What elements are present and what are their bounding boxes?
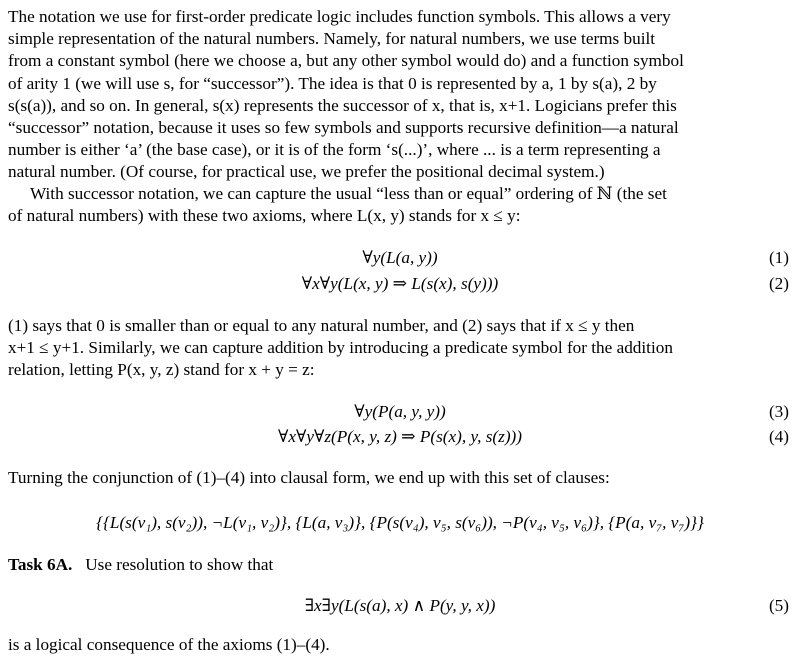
intro-line-1: The notation we use for first-order predicate logic includes function symbols. This allows a very [8, 7, 671, 26]
equation-1 [0, 246, 800, 270]
equation-4-number: (4) [768, 427, 789, 446]
task-label: Task 6A. [8, 555, 73, 574]
clause-set-formula: {{L(s(v₁), s(v₂)), ¬L(v₁, v₂)}, {L(a, v₃)}, {P(s(v₄), v₅, s(v₆)), ¬P(v₄, v₅, v₆)}, {P(a, v₇, v₇)}} [96, 513, 704, 532]
task-text: Use resolution to show that [85, 555, 274, 574]
equation-5-number: (5) [768, 596, 789, 615]
ordering-line-1: With successor notation, we can capture the usual “less than or equal” ordering of ℕ (the set [30, 184, 667, 203]
intro-line-6: “successor” notation, because it uses so few symbols and supports recursive definition—a natural [8, 118, 679, 138]
intro-line-2: simple representation of the natural numbers. Namely, for natural numbers, we use terms built [8, 29, 656, 49]
equation-5-formula: ∃x∃y(L(s(a), x) ∧ P(y, y, x)) [304, 596, 496, 615]
equation-3-formula: ∀y(P(a, y, y)) [354, 402, 446, 421]
intro-paragraph [8, 6, 789, 184]
addition-line-3: relation, letting P(x, y, z) stand for x + y = z: [8, 360, 315, 380]
equation-1-formula: ∀y(L(a, y)) [362, 248, 438, 267]
intro-line-8: natural number. (Of course, for practical use, we prefer the positional decimal system.) [8, 162, 605, 182]
intro-line-3: from a constant symbol (here we choose a, but any other symbol would do) and a function symbol [8, 51, 684, 71]
addition-paragraph [8, 315, 789, 382]
intro-line-7: number is either ‘a’ (the base case), or it is of the form ‘s(...)’, where ... is a term representing a [8, 140, 661, 160]
intro-line-5: s(s(a)), and so on. In general, s(x) represents the successor of x, that is, x+1. Logicians prefer this [8, 95, 677, 115]
equation-3-number: (3) [768, 402, 789, 421]
equation-2-formula: ∀x∀y(L(x, y) ⇒ L(s(x), s(y))) [301, 274, 499, 293]
task-paragraph [8, 554, 789, 576]
equation-2 [0, 272, 800, 296]
addition-line-1: (1) says that 0 is smaller than or equal to any natural number, and (2) says that if x ≤ y then [8, 316, 635, 335]
ordering-paragraph [8, 183, 789, 227]
equation-2-number: (2) [768, 274, 789, 293]
clausal-paragraph [8, 467, 789, 489]
intro-line-4: of arity 1 (we will use s, for “successor”). The idea is that 0 is represented by a, 1 by s(a), 2 by [8, 73, 657, 93]
addition-line-2: x+1 ≤ y+1. Similarly, we can capture addition by introducing a predicate symbol for the addition [8, 338, 673, 358]
equation-4 [0, 425, 800, 449]
equation-5 [0, 594, 800, 618]
clause-set [0, 511, 800, 535]
closing-paragraph [8, 634, 789, 656]
ordering-line-2: of natural numbers) with these two axioms, where L(x, y) stands for x ≤ y: [8, 206, 521, 226]
equation-1-number: (1) [768, 248, 789, 267]
closing-line: is a logical consequence of the axioms (1)–(4). [8, 635, 330, 654]
equation-3 [0, 400, 800, 424]
equation-4-formula: ∀x∀y∀z(P(x, y, z) ⇒ P(s(x), y, s(z))) [277, 427, 523, 446]
clausal-line-1: Turning the conjunction of (1)–(4) into clausal form, we end up with this set of clauses: [8, 468, 610, 487]
